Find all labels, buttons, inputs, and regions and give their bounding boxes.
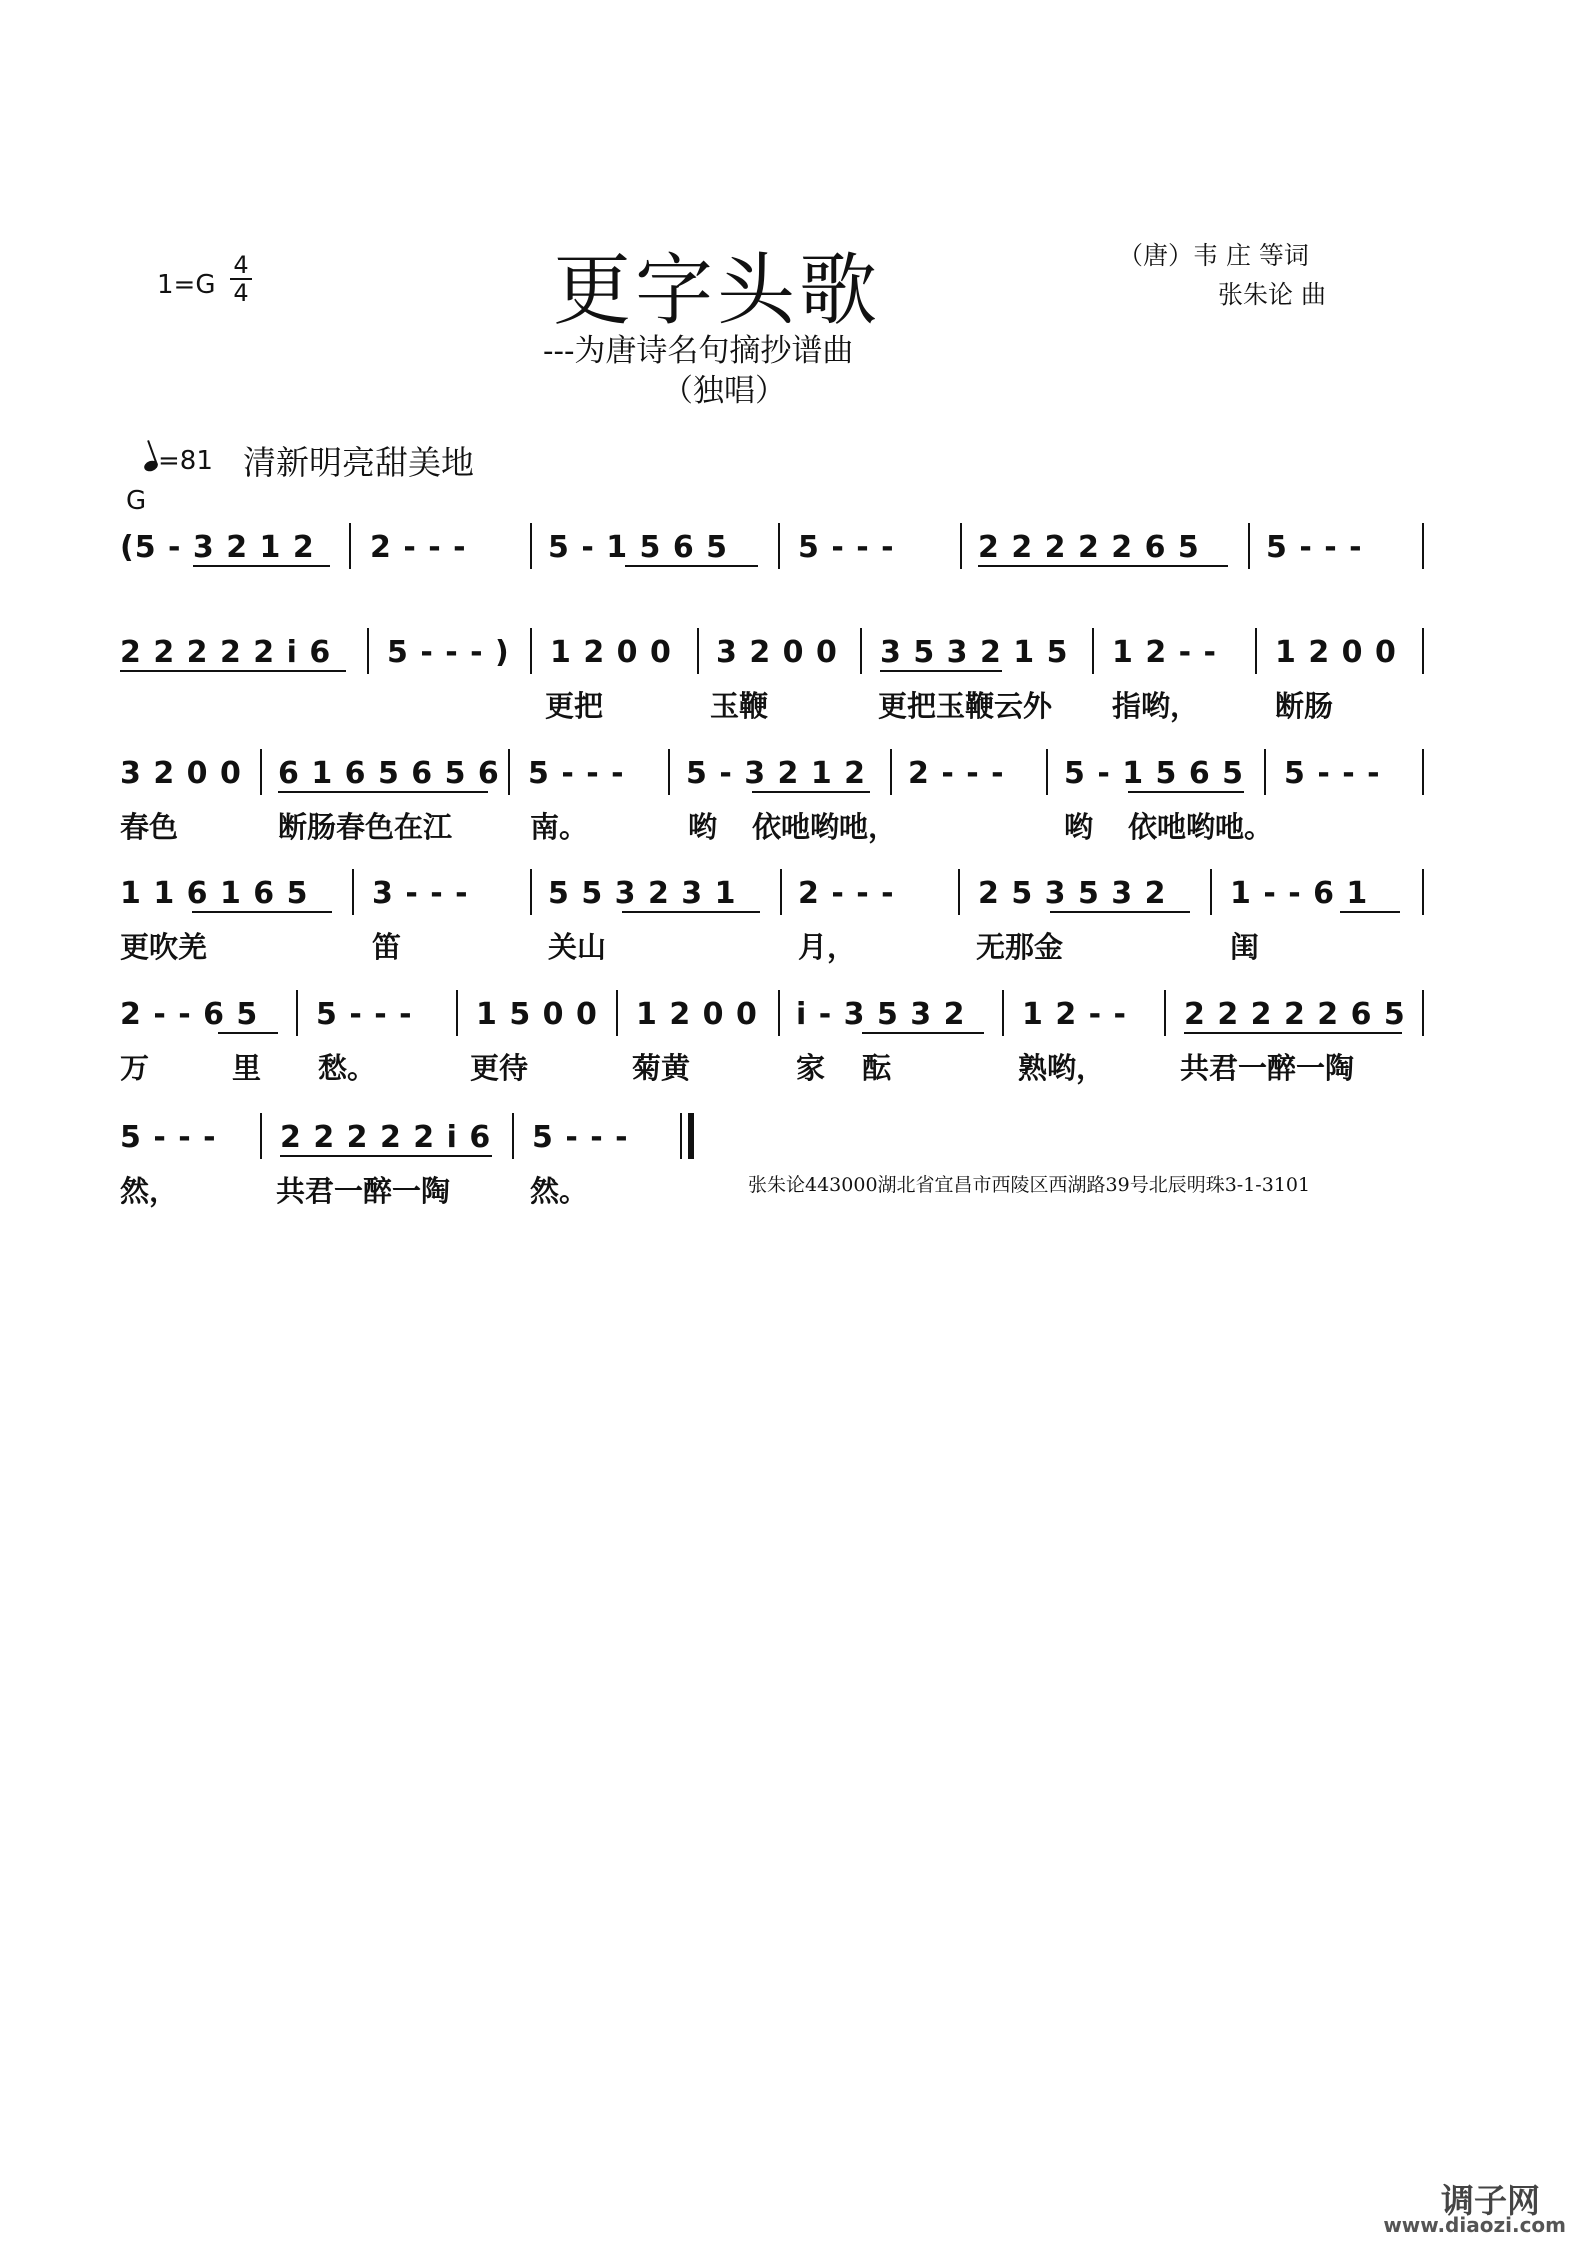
composer-credit: 张朱论 曲 (1218, 280, 1326, 309)
measure-3-2: 6 1 6 5 6 5 6 (278, 756, 500, 791)
measure-5-5: i - 3 5 3 2 (796, 997, 966, 1032)
composer-address: 张朱论443000湖北省宜昌市西陵区西湖路39号北辰明珠3-1-3101 (748, 1174, 1311, 1196)
lyric-4-6: 闺 (1230, 930, 1260, 964)
measure-3-1: 3 2 0 0 (120, 756, 242, 791)
barline (367, 628, 369, 674)
barline (349, 523, 351, 569)
measure-2-5: 3 5 3 2 1 5 (880, 635, 1069, 670)
lyric-3-2: 断肠春色在江 (278, 810, 453, 844)
measure-6-3: 5 - - - (532, 1120, 629, 1155)
lyric-5-9: 共君一醉一陶 (1180, 1051, 1355, 1085)
barline (1422, 749, 1424, 795)
underline (192, 911, 332, 913)
barline (960, 523, 962, 569)
barline (890, 749, 892, 795)
barline (352, 869, 354, 915)
lyric-2-3: 更把玉鞭云外 (878, 689, 1053, 723)
barline (1046, 749, 1048, 795)
measure-4-4: 2 - - - (798, 876, 895, 911)
tempo-value: =81 (158, 446, 213, 476)
barline (1422, 869, 1424, 915)
barline (616, 990, 618, 1036)
measure-4-1: 1 1 6 1 6 5 (120, 876, 309, 911)
time-bottom: 4 (230, 278, 252, 306)
underline (120, 670, 346, 672)
expression-marking: 清新明亮甜美地 (243, 443, 474, 482)
lyric-5-8: 熟哟， (1018, 1051, 1106, 1085)
measure-1-3: 5 - 1 5 6 5 (548, 530, 729, 565)
lyric-5-1: 万 (120, 1051, 150, 1085)
barline (668, 749, 670, 795)
watermark-url: www.diaozi.com (1383, 2213, 1566, 2237)
barline (778, 990, 780, 1036)
lyric-2-4: 指哟， (1112, 689, 1200, 723)
underline (978, 565, 1228, 567)
barline (1255, 628, 1257, 674)
lyric-4-4: 月， (798, 930, 857, 964)
barline (1210, 869, 1212, 915)
underline (193, 565, 330, 567)
barline (1092, 628, 1094, 674)
barline (680, 1113, 682, 1159)
lyric-3-3: 南。 (530, 810, 589, 844)
measure-1-5: 2 2 2 2 2 6 5 (978, 530, 1200, 565)
lyric-4-1: 更吹羌 (120, 930, 208, 964)
measure-2-4: 3 2 0 0 (716, 635, 838, 670)
measure-5-7: 2 2 2 2 2 6 5 (1184, 997, 1406, 1032)
measure-2-1: 2 2 2 2 2 i 6 (120, 635, 332, 670)
underline (280, 1155, 492, 1157)
underline (1184, 1032, 1402, 1034)
lyric-6-3: 然。 (530, 1174, 589, 1208)
lyric-5-3: 愁。 (318, 1051, 377, 1085)
lyricist-credit: （唐）韦 庄 等词 (1118, 241, 1309, 270)
barline (456, 990, 458, 1036)
lyric-5-6: 家 (796, 1051, 826, 1085)
underline (880, 670, 1002, 672)
performance-type: （独唱） (662, 373, 786, 409)
measure-5-6: 1 2 - - (1022, 997, 1127, 1032)
watermark-site: 调子网 (1441, 2181, 1540, 2220)
measure-5-4: 1 2 0 0 (636, 997, 758, 1032)
underline (278, 791, 488, 793)
lyric-4-3: 关山 (548, 930, 607, 964)
measure-4-6: 1 - - 6 1 (1230, 876, 1369, 911)
lyric-2-2: 玉鞭 (710, 689, 769, 723)
barline (1248, 523, 1250, 569)
measure-4-3: 5 5 3 2 3 1 (548, 876, 737, 911)
barline (260, 1113, 262, 1159)
underline (1340, 911, 1400, 913)
chord-symbol: G (126, 486, 147, 516)
lyric-6-2: 共君一醉一陶 (276, 1174, 451, 1208)
barline (1422, 628, 1424, 674)
measure-6-1: 5 - - - (120, 1120, 217, 1155)
barline (1422, 523, 1424, 569)
underline (622, 911, 760, 913)
lyric-5-2: 里 (232, 1051, 262, 1085)
lyric-5-4: 更待 (470, 1051, 529, 1085)
barline (530, 869, 532, 915)
measure-1-4: 5 - - - (798, 530, 895, 565)
barline (1422, 990, 1424, 1036)
lyric-3-6: 哟 (1064, 810, 1094, 844)
underline (862, 1032, 984, 1034)
measure-5-2: 5 - - - (316, 997, 413, 1032)
lyric-5-5: 菊黄 (632, 1051, 691, 1085)
final-barline (688, 1113, 694, 1159)
measure-3-4: 5 - 3 2 1 2 (686, 756, 867, 791)
barline (530, 628, 532, 674)
barline (958, 869, 960, 915)
tempo-marking (144, 446, 213, 476)
lyric-4-5: 无那金 (976, 930, 1064, 964)
measure-5-3: 1 5 0 0 (476, 997, 598, 1032)
lyric-6-1: 然， (120, 1174, 179, 1208)
lyric-2-5: 断肠 (1275, 689, 1334, 723)
song-subtitle: ---为唐诗名句摘抄谱曲 (543, 333, 854, 369)
barline (530, 523, 532, 569)
barline (508, 749, 510, 795)
measure-1-6: 5 - - - (1266, 530, 1363, 565)
time-top: 4 (233, 251, 249, 279)
measure-5-1: 2 - - 6 5 (120, 997, 259, 1032)
barline (1002, 990, 1004, 1036)
measure-4-2: 3 - - - (372, 876, 469, 911)
measure-3-5: 2 - - - (908, 756, 1005, 791)
measure-6-2: 2 2 2 2 2 i 6 (280, 1120, 492, 1155)
measure-3-7: 5 - - - (1284, 756, 1381, 791)
time-signature (230, 252, 252, 306)
barline (780, 869, 782, 915)
song-title: 更字头歌 (553, 246, 882, 336)
measure-3-3: 5 - - - (528, 756, 625, 791)
underline (218, 1032, 278, 1034)
underline (625, 565, 758, 567)
lyric-3-7: 依吔哟吔。 (1128, 810, 1274, 844)
barline (778, 523, 780, 569)
lyric-3-5: 依吔哟吔， (752, 810, 898, 844)
barline (1264, 749, 1266, 795)
barline (296, 990, 298, 1036)
underline (1128, 791, 1244, 793)
lyric-3-1: 春色 (120, 810, 179, 844)
barline (1164, 990, 1166, 1036)
measure-2-2: 5 - - - ) (387, 635, 510, 670)
measure-2-3: 1 2 0 0 (550, 635, 672, 670)
barline (697, 628, 699, 674)
barline (860, 628, 862, 674)
measure-4-5: 2 5 3 5 3 2 (978, 876, 1167, 911)
measure-1-2: 2 - - - (370, 530, 467, 565)
lyric-5-7: 酝 (862, 1051, 892, 1085)
underline (1050, 911, 1190, 913)
key-signature: 1=G (157, 270, 216, 300)
barline (512, 1113, 514, 1159)
barline (260, 749, 262, 795)
measure-2-6: 1 2 - - (1112, 635, 1217, 670)
lyric-3-4: 哟 (688, 810, 718, 844)
lyric-4-2: 笛 (372, 930, 402, 964)
measure-3-6: 5 - 1 5 6 5 (1064, 756, 1245, 791)
measure-2-7: 1 2 0 0 (1275, 635, 1397, 670)
quarter-note-icon (143, 459, 160, 473)
lyric-2-1: 更把 (545, 689, 604, 723)
measure-1-1: (5 - 3 2 1 2 (120, 530, 315, 565)
underline (752, 791, 870, 793)
